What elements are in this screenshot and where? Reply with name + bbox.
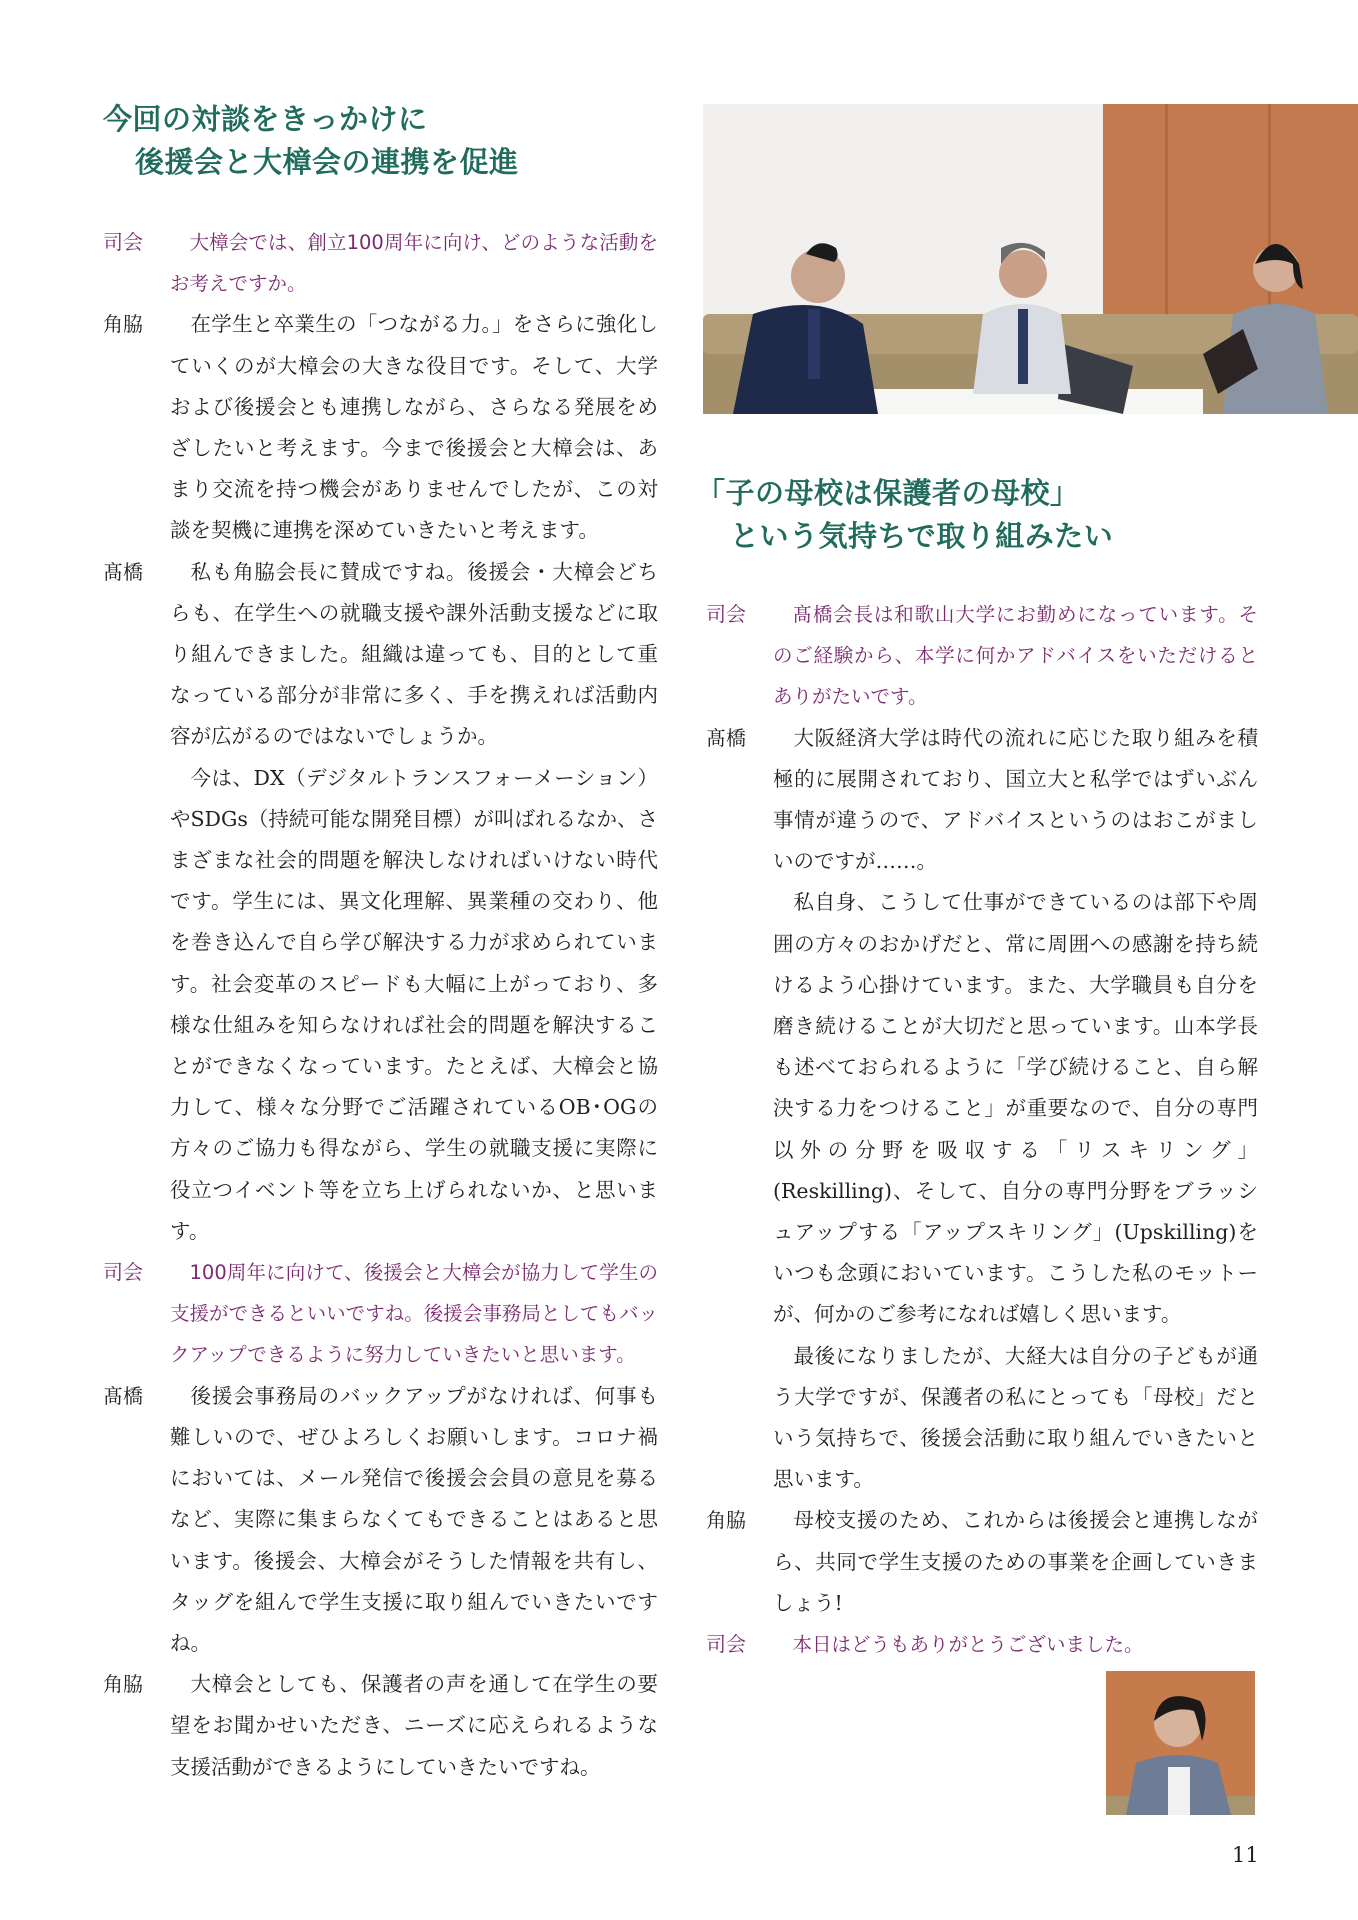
speech [170, 1252, 658, 1376]
speech-paragraph: 母校支援のため、これからは後援会と連携しながら、共同で学生支援のための事業を企画していきましょう! [773, 1508, 1258, 1615]
speaker-label: 角脇 [706, 1508, 746, 1533]
dialogue-turn-takahashi [103, 1376, 658, 1664]
speech-paragraph: 今は、DX（デジタルトランスフォーメーション）やSDGs（持続可能な開発目標）が叫ばれるなか、さまざまな社会的問題を解決しなければいけない時代です。学生には、異文化理解、異業種の交わり、他を巻き込んで自ら学び解決する力が求められています。社会変革のスピードも大幅に上がっており、多様な仕組みを知らなければ社会的問題を解決することができなくなっています。たとえば、大樟会と協力して、様々な分野でご活躍されているOB･OGの方々のご協力も得ながら、学生の就職支援に実際に役立つイベント等を立ち上げられないか、と思います。 [170, 765, 658, 1243]
speaker-label: 司会 [706, 1632, 746, 1657]
speech-paragraph: 最後になりましたが、大経大は自分の子どもが通う大学ですが、保護者の私にとっても「母校」だという気持ちで、後援会活動に取り組んでいきたいと思います。 [773, 1343, 1258, 1492]
speaker-label: 角脇 [103, 312, 143, 337]
speech-paragraph: 私も角脇会長に賛成ですね。後援会・大樟会どちらも、在学生への就職支援や課外活動支援などに取り組んできました。組織は違っても、目的として重なっている部分が非常に多く、手を携えれば活動内容が広がるのではないでしょうか。 [170, 559, 658, 749]
photo-moderator [1106, 1671, 1255, 1815]
speech [170, 552, 658, 1252]
speech [170, 304, 658, 551]
right-column [696, 472, 1258, 1665]
speaker-label: 髙橋 [706, 725, 746, 750]
dialogue-turn-moderator [706, 594, 1258, 718]
speech [773, 1624, 1258, 1665]
section-heading-collaboration [103, 98, 658, 184]
speech [773, 1500, 1258, 1624]
page-number: 11 [1232, 1843, 1259, 1867]
speaker-label: 司会 [103, 1260, 143, 1285]
dialogue-turn-moderator [706, 1624, 1258, 1665]
dialogue-turn-takahashi [706, 718, 1258, 1501]
speaker-label: 司会 [706, 602, 746, 626]
speaker-label: 角脇 [103, 1672, 143, 1697]
heading-line-1: 今回の対談をきっかけに [103, 102, 428, 136]
speech-paragraph: 大樟会としても、保護者の声を通して在学生の要望をお聞かせいただき、ニーズに応えられるような支援活動ができるようにしていきたいですね。 [170, 1672, 658, 1779]
speech [170, 1664, 658, 1788]
speech [773, 718, 1258, 1501]
photo-discussion [703, 104, 1358, 414]
dialogue-turn-takahashi [103, 552, 658, 1252]
speech-paragraph: 髙橋会長は和歌山大学にお勤めになっています。そのご経験から、本学に何かアドバイスをいただけるとありがたいです。 [773, 603, 1258, 709]
dialogue-turn-moderator [103, 1252, 658, 1376]
dialogue-right [706, 594, 1258, 1665]
photo-icon [703, 104, 1358, 414]
left-column [103, 98, 658, 1788]
speech [170, 1376, 658, 1664]
section-heading-alma-mater [696, 472, 1258, 558]
speech [170, 222, 658, 304]
speaker-label: 髙橋 [103, 1383, 143, 1408]
speech-paragraph: 大樟会では、創立100周年に向け、どのような活動をお考えですか。 [170, 231, 658, 296]
speech [773, 594, 1258, 718]
heading-line-2: 後援会と大樟会の連携を促進 [135, 145, 519, 179]
dialogue-turn-moderator [103, 222, 658, 304]
dialogue-turn-kadowaki [103, 1664, 658, 1788]
speech-paragraph: 在学生と卒業生の「つながる力。」をさらに強化していくのが大樟会の大きな役目です。そして、大学および後援会とも連携しながら、さらなる発展をめざしたいと考えます。今まで後援会と大樟会は、あまり交流を持つ機会がありませんでしたが、この対談を契機に連携を深めていきたいと考えます。 [170, 312, 658, 543]
speech-paragraph: 大阪経済大学は時代の流れに応じた取り組みを積極的に展開されており、国立大と私学ではずいぶん事情が違うので、アドバイスというのはおこがましいのですが……。 [773, 725, 1258, 874]
speaker-label: 髙橋 [103, 559, 143, 584]
dialogue-left [103, 222, 658, 1788]
speaker-label: 司会 [103, 230, 143, 254]
photo-icon [1106, 1671, 1255, 1815]
dialogue-turn-kadowaki [103, 304, 658, 551]
speech-paragraph: 100周年に向けて、後援会と大樟会が協力して学生の支援ができるといいですね。後援会事務局としてもバックアップできるように努力していきたいと思います。 [170, 1261, 658, 1367]
speech-paragraph: 後援会事務局のバックアップがなければ、何事も難しいので、ぜひよろしくお願いします。コロナ禍においては、メール発信で後援会会員の意見を募るなど、実際に集まらなくてもできることはあると思います。後援会、大樟会がそうした情報を共有し、タッグを組んで学生支援に取り組んでいきたいですね。 [170, 1383, 658, 1655]
heading-line-1: 「子の母校は保護者の母校」 [696, 476, 1080, 510]
heading-line-2: という気持ちで取り組みたい [730, 519, 1114, 553]
speech-paragraph: 本日はどうもありがとうございました。 [792, 1633, 1144, 1657]
speech-paragraph: 私自身、こうして仕事ができているのは部下や周囲の方々のおかげだと、常に周囲への感謝を持ち続けるよう心掛けています。また、大学職員も自分を磨き続けることが大切だと思っています。山本学長も述べておられるように「学び続けること、自ら解決する力をつけること」が重要なので、自分の専門以外の分野を吸収する「リスキリング」(Reskilling)、そして、自分の専門分野をブラッシュアップする「アップスキリング」(Upskilling)をいつも念頭においています。こうした私のモットーが、何かのご参考になれば嬉しく思います。 [773, 890, 1258, 1327]
dialogue-turn-kadowaki [706, 1500, 1258, 1624]
